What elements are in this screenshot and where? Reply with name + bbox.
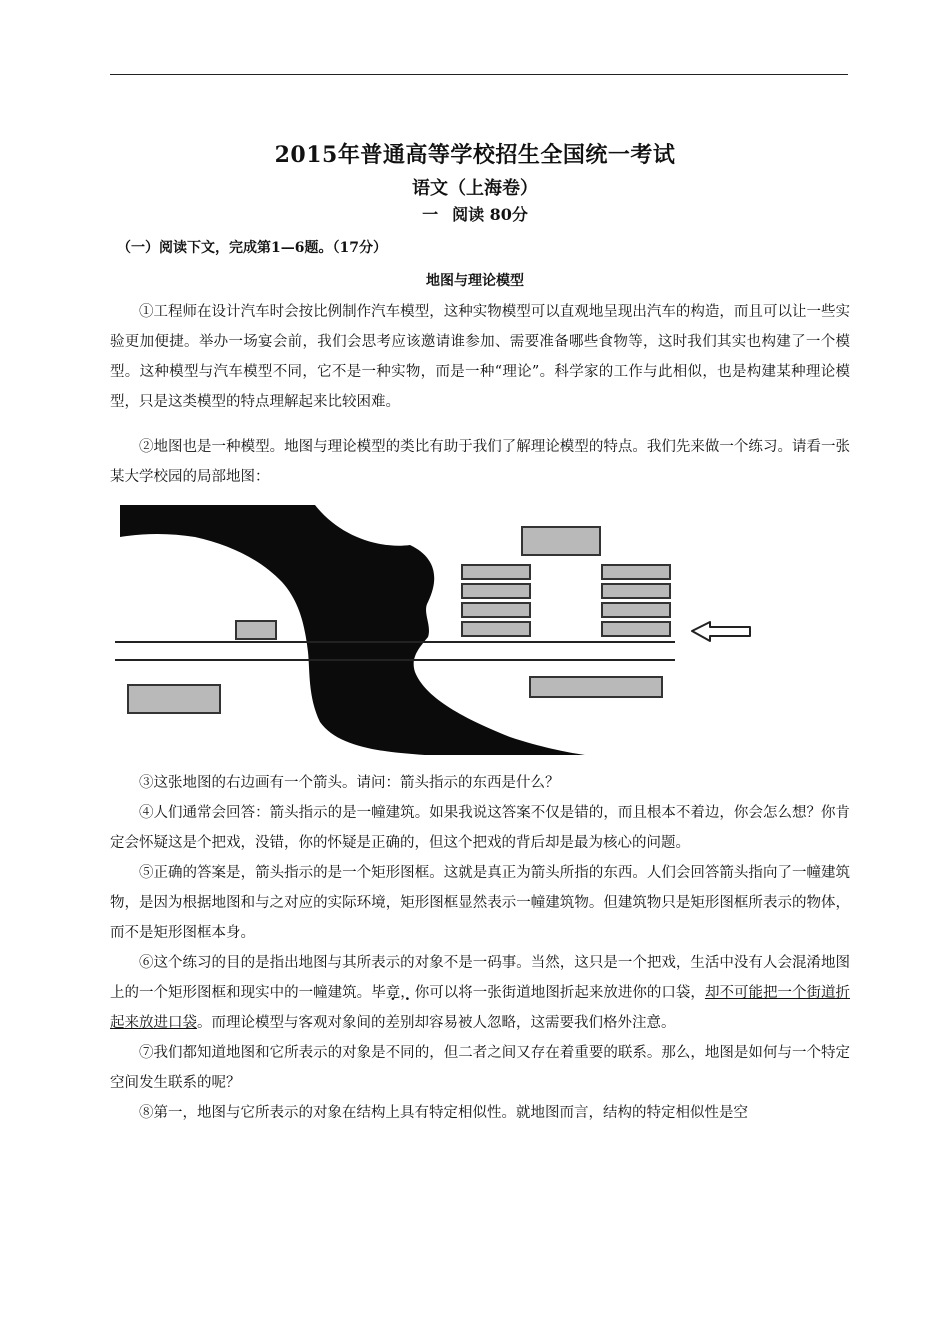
paragraph-6 [110, 948, 850, 1038]
map-arrow-icon [692, 622, 750, 641]
question-intro: （一）阅读下文，完成第1—6题。（17分） [117, 240, 387, 256]
exam-title: 2015年普通高等学校招生全国统一考试 [274, 142, 676, 168]
paragraph-7: ⑦我们都知道地图和它所表示的对象是不同的，但二者之间又存在着重要的联系。那么，地图是如何与一个特定空间发生联系的呢？ [110, 1045, 850, 1091]
map-building [462, 565, 530, 579]
emphasis-dot-char-1: 毕 [371, 985, 386, 1001]
paragraph-1: ①工程师在设计汽车时会按比例制作汽车模型，这种实物模型可以直观地呈现出汽车的构造，而且可以让一些实验更加便捷。举办一场宴会前，我们会思考应该邀请谁参加、需要准备哪些食物等，这时我们其实也构建了一个模型。这种模型与汽车模型不同，它不是一种实物，而是一种“理论”。科学家的工作与此相似，也是构建某种理论模型，只是这类模型的特点理解起来比较困难。 [110, 304, 850, 410]
map-building [530, 677, 662, 697]
map-building [522, 527, 600, 555]
map-building [602, 584, 670, 598]
section-name: 阅读 80分 [452, 205, 528, 224]
paragraphs-mid [110, 432, 850, 492]
paragraph-8: ⑧第一，地图与它所表示的对象在结构上具有特定相似性。就地图而言，结构的特定相似性是空 [139, 1105, 748, 1121]
paragraph-3: ③这张地图的右边画有一个箭头。请问：箭头指示的东西是什么？ [139, 775, 560, 791]
paragraphs-bottom [110, 768, 850, 1128]
map-building [602, 622, 670, 636]
paragraphs-top [110, 297, 850, 417]
exam-subtitle: 语文（上海卷） [412, 178, 538, 199]
map-building [602, 603, 670, 617]
campus-map-figure [110, 497, 765, 759]
map-building [462, 622, 530, 636]
paragraph-4: ④人们通常会回答：箭头指示的是一幢建筑。如果我说这答案不仅是错的，而且根本不着边，你会怎么想？你肯定会怀疑这是个把戏，没错，你的怀疑是正确的，但这个把戏的背后却是最为核心的问题。 [110, 805, 850, 851]
section-heading [0, 202, 950, 225]
emphasis-dot-char-2: 竟 [385, 985, 401, 1001]
underlined-sentence: 却不可能把一个街道折起来放进口袋 [110, 985, 851, 1031]
map-building [236, 621, 276, 639]
paragraph-6-part-a: ⑥这个练习的目的是指出地图与其所表示的对象不是一码事。当然，这只是一个把戏，生活中没有人会混淆地图上的一个矩形图框和现实中的一幢建筑。 [110, 955, 850, 1001]
top-rule [110, 74, 848, 75]
map-building [462, 584, 530, 598]
map-building [462, 603, 530, 617]
map-building [128, 685, 220, 713]
paragraph-2: ②地图也是一种模型。地图与理论模型的类比有助于我们了解理论模型的特点。我们先来做一个练习。请看一张某大学校园的局部地图： [110, 439, 850, 485]
map-building [602, 565, 670, 579]
paragraph-6-part-c: 。而理论模型与客观对象间的差别却容易被人忽略，这需要我们格外注意。 [197, 1015, 676, 1031]
section-number: 一 [422, 205, 439, 224]
paragraph-6-part-b: ，你可以将一张街道地图折起来放进你的口袋， [400, 985, 705, 1001]
paragraph-5: ⑤正确的答案是，箭头指示的是一个矩形图框。这就是真正为箭头所指的东西。人们会回答箭头指向了一幢建筑物，是因为根据地图和与之对应的实际环境，矩形图框显然表示一幢建筑物。但建筑物只是矩形图框所表示的物体，而不是矩形图框本身。 [110, 865, 850, 941]
article-title: 地图与理论模型 [426, 273, 524, 289]
